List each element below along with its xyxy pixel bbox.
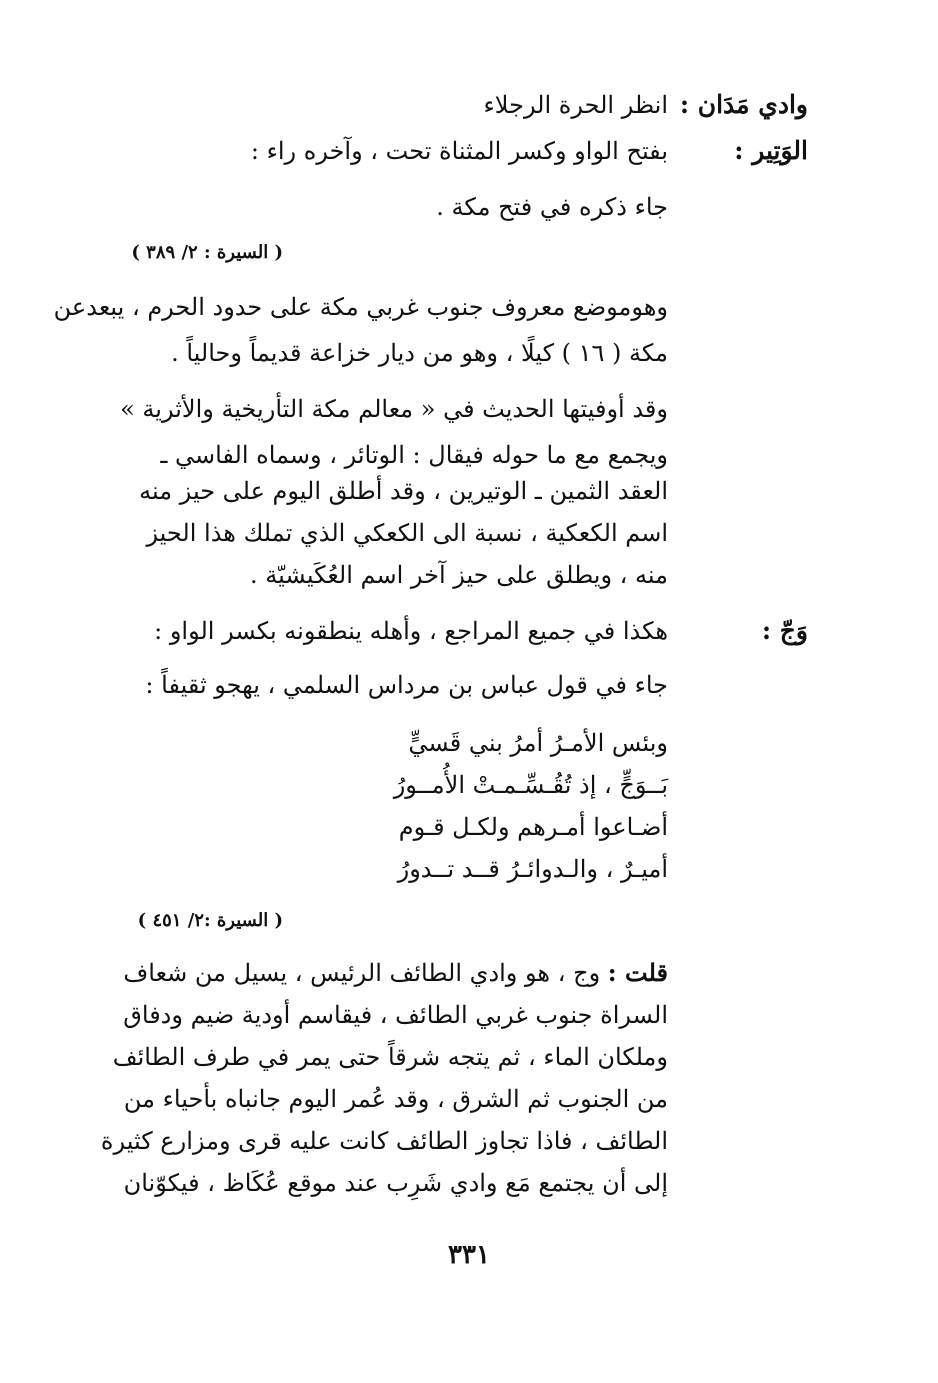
entry-mention-watir: جاء ذكره في فتح مكة . — [436, 193, 668, 221]
poem-verse: أضـاعوا أمـرهم ولكـل قـوم — [398, 813, 668, 841]
paragraph-line-qult — [123, 956, 668, 990]
poem-verse: وبئس الأمـرُ أمرُ بني قَسيٍّ — [408, 729, 668, 757]
paragraph-line: مكة ( ١٦ ) كيلًا ، وهو من ديار خزاعة قديماً وحالياً . — [171, 339, 668, 367]
entry-def-watir: بفتح الواو وكسر المثناة تحت ، وآخره راء : — [250, 137, 668, 165]
paragraph-line: وقد أوفيتها الحديث في « معالم مكة التأريخية والأثرية » — [120, 395, 668, 423]
entry-term-watir: الوَتِير : — [734, 136, 808, 165]
paragraph-line: منه ، ويطلق على حيز آخر اسم العُكَيشيّة . — [250, 561, 668, 589]
paragraph-line: العقد الثمين ـ الوتيرين ، وقد أطلق اليوم على حيز منه — [139, 477, 668, 505]
paragraph-text: وج ، هو وادي الطائف الرئيس ، يسيل من شعاف — [123, 959, 601, 987]
qult-label: قلت : — [607, 958, 668, 987]
paragraph-line: اسم الكعكية ، نسبة الى الكعكي الذي تملك هذا الحيز — [146, 519, 668, 547]
paragraph-line: السراة جنوب غربي الطائف ، فيقاسم أودية ضيم ودفاق — [123, 1001, 668, 1029]
poem-verse: بَــوَجٍّ ، إذ تُقُـسِّـمـتْ الأُمــورُ — [393, 771, 668, 799]
paragraph-line: إلى أن يجتمع مَع وادي شَرِب عند موقع عُكَاظ ، فيكوّنان — [123, 1169, 668, 1197]
poem-verse: أميـرٌ ، والـدوائـرُ قــد تــدورُ — [397, 855, 668, 883]
entry-def-wajj: هكذا في جميع المراجع ، وأهله ينطقونه بكسر الواو : — [154, 617, 668, 645]
entry-term-wajj: وَجّ : — [761, 616, 808, 645]
paragraph-line: وهوموضع معروف جنوب غربي مكة على حدود الحرم ، يبعدعن — [53, 293, 668, 321]
entry-mention-wajj: جاء في قول عباس بن مرداس السلمي ، يهجو ثقيفاً : — [145, 671, 668, 699]
entry-term-wadi-madan: وادي مَدَان : — [679, 90, 808, 119]
entry-text-wadi-madan: انظر الحرة الرجلاء — [483, 91, 668, 119]
paragraph-line: وملكان الماء ، ثم يتجه شرقاً حتى يمر في طرف الطائف — [112, 1043, 668, 1071]
source-citation: ( السيرة : ٢/ ٣٨٩ ) — [131, 242, 283, 263]
page-number: ٣٣١ — [448, 1240, 490, 1270]
paragraph-line: ويجمع مع ما حوله فيقال : الوتائر ، وسماه الفاسي ـ — [160, 441, 668, 469]
paragraph-line: الطائف ، فاذا تجاوز الطائف كانت عليه قرى ومزارع كثيرة — [100, 1127, 668, 1155]
paragraph-line: من الجنوب ثم الشرق ، وقد عُمر اليوم جانباه بأحياء من — [123, 1085, 668, 1113]
source-citation: ( السيرة :٢/ ٤٥١ ) — [137, 910, 283, 931]
